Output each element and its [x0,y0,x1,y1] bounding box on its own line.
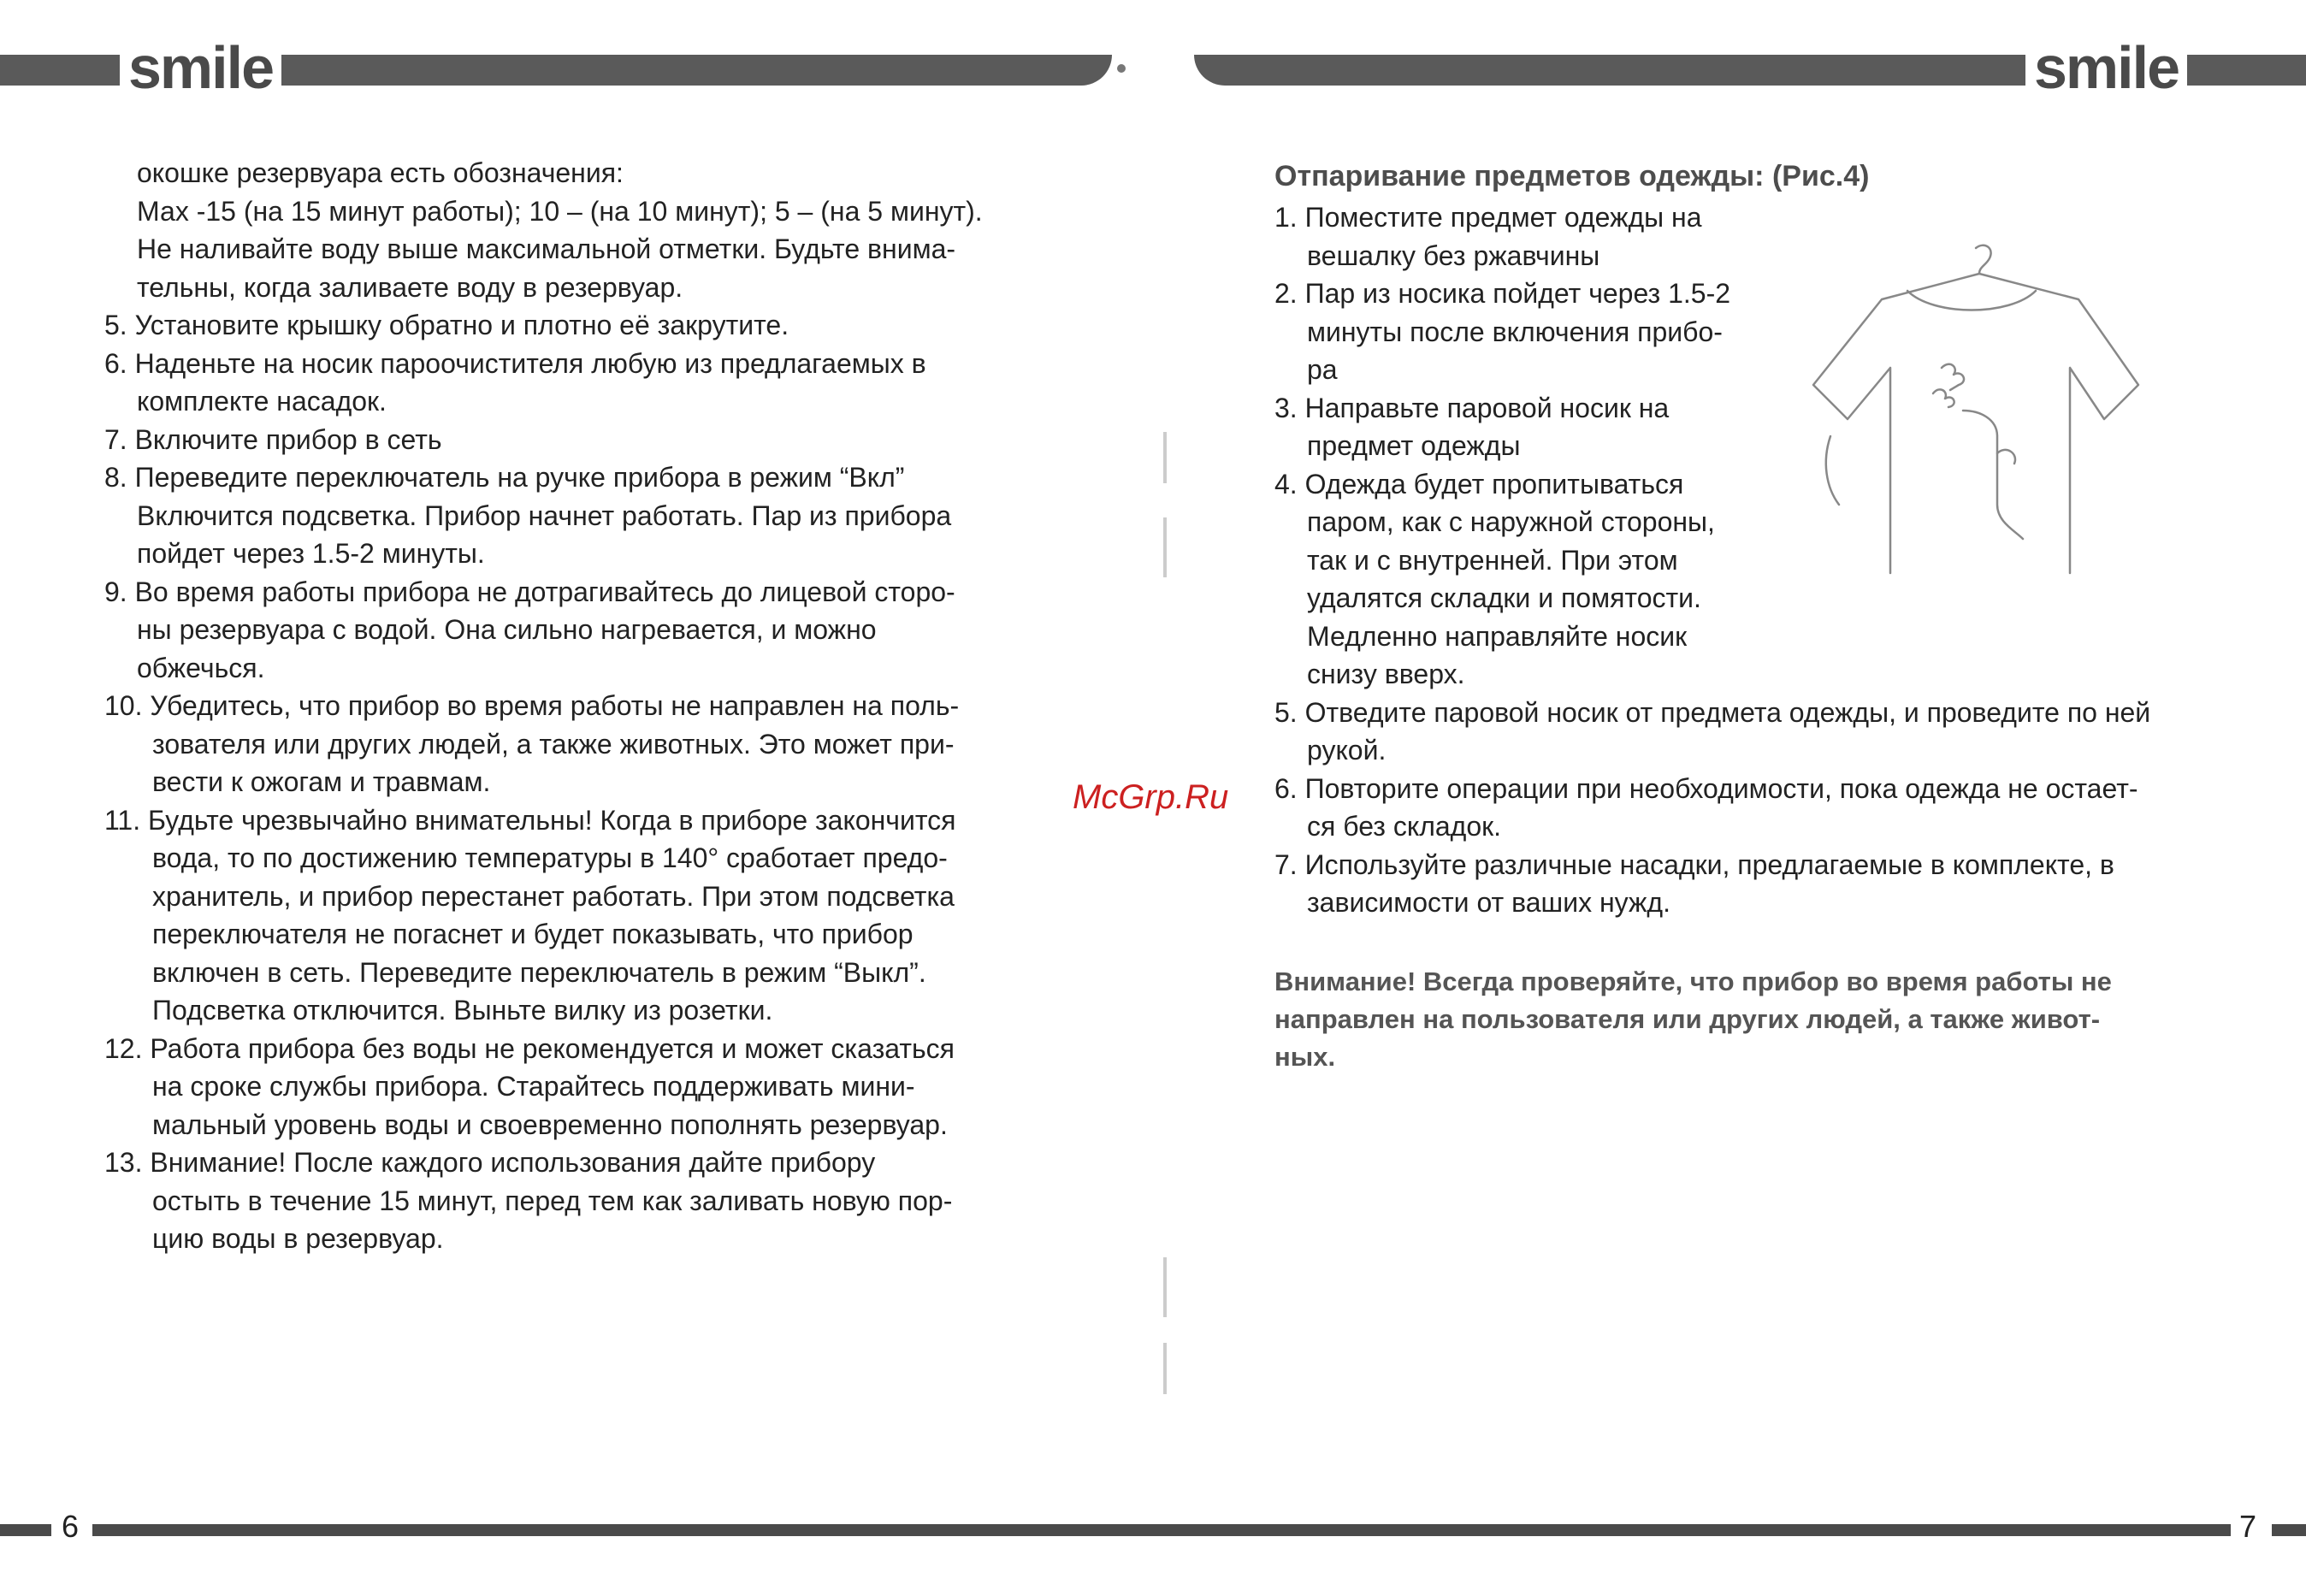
text-line: обжечься. [137,652,265,683]
shirt-on-hanger-icon [1796,239,2198,582]
text-line: пойдет через 1.5-2 минуты. [137,538,485,569]
text-line: на сроке службы прибора. Старайтесь поддерживать мини- [152,1071,915,1102]
brand-logo-right [2025,34,2187,101]
text-line: комплекте насадок. [137,386,387,417]
text-line: мальный уровень воды и своевременно пополнять резервуар. [152,1108,948,1140]
text-line: переключателя не погаснет и будет показывать, что прибор [152,919,914,949]
logo-text: smile [128,34,273,101]
text-line: тельны, когда заливаете воду в резервуар. [137,271,683,303]
text-line: удалятся складки и помятости. [1307,582,1701,613]
text-line: Включится подсветка. Прибор начнет работать. Пар из прибора [137,499,952,531]
text-line: зователя или других людей, а также животных. Это может при- [152,728,955,760]
text-line: вода, то по достижению температуры в 140° сработает предо- [152,842,948,873]
list-item: 8. Переведите переключатель на ручке прибора в режим “Вкл” [104,462,905,493]
page-number-right: 7 [2239,1509,2257,1544]
list-item: 6. Наденьте на носик пароочистителя любую из предлагаемых в [104,347,926,379]
list-item: 10. Убедитесь, что прибор во время работы не направлен на поль- [104,690,960,721]
list-item: 6. Повторите операции при необходимости, пока одежда не остает- [1274,772,2138,804]
fold-mark [1163,432,1167,483]
text-line: так и с внутренней. При этом [1307,544,1678,576]
footer-bar-stub-right [2272,1524,2306,1536]
text-line: хранитель, и прибор перестанет работать. При этом подсветка [152,880,955,912]
text-line: минуты после включения прибо- [1307,316,1723,347]
footer-bar-right [1194,1524,2231,1536]
text-line: паром, как с наружной стороны, [1307,506,1715,537]
spine-dot [1117,64,1126,73]
list-item: 5. Установите крышку обратно и плотно её закрутите. [104,310,789,340]
list-item: 12. Работа прибора без воды не рекомендуется и может сказаться [104,1032,955,1064]
text-line: цию воды в резервуар. [152,1223,444,1254]
text-line: Не наливайте воду выше максимальной отметки. Будьте внима- [137,233,956,264]
text-line: Подсветка отключится. Выньте вилку из розетки. [152,995,773,1026]
text-line: ра [1307,354,1338,385]
watermark: McGrp.Ru [1073,778,1229,816]
brand-logo-left [120,34,281,101]
text-line: остыть в течение 15 минут, перед тем как заливать новую пор- [152,1185,953,1216]
list-item: 9. Во время работы прибора не дотрагивайтесь до лицевой сторо- [104,576,955,607]
fold-mark [1163,517,1167,577]
text-line: окошке резервуара есть обозначения: [137,157,624,188]
footer-bar-left [92,1524,1197,1536]
text-line: снизу вверх. [1307,659,1465,689]
text-line: зависимости от ваших нужд. [1307,887,1670,918]
text-line: Медленно направляйте носик [1307,620,1688,652]
left-page-text [104,154,1045,1258]
text-line: ны резервуара с водой. Она сильно нагревается, и можно [137,614,877,645]
text-line: включен в сеть. Переведите переключатель в режим “Выкл”. [152,956,926,988]
list-item: 5. Отведите паровой носик от предмета одежды, и проведите по ней [1274,696,2151,728]
text-line: Мах -15 (на 15 минут работы); 10 – (на 10 минут); 5 – (на 5 минут). [137,195,983,227]
list-item: 4. Одежда будет пропитываться [1274,468,1684,499]
page-number-left: 6 [62,1509,80,1544]
text-line: предмет одежды [1307,430,1521,461]
logo-text: smile [2034,34,2179,101]
warning-line: направлен на пользователя или других людей, а также живот- [1274,1003,2101,1034]
warning-block [1274,963,2224,1076]
list-item: 1. Поместите предмет одежды на [1274,202,1702,233]
text-line: рукой. [1307,735,1387,765]
footer-bar-stub-left [0,1524,51,1536]
fold-mark [1163,1343,1167,1394]
list-item: 13. Внимание! После каждого использования дайте прибору [104,1147,876,1178]
fold-mark [1163,1257,1167,1317]
text-line: вести к ожогам и травмам. [152,766,491,797]
section-heading: Отпаривание предметов одежды: (Рис.4) [1274,160,1870,192]
warning-line: Внимание! Всегда проверяйте, что прибор во время работы не [1274,966,2112,996]
list-item: 3. Направьте паровой носик на [1274,392,1670,423]
list-item: 11. Будьте чрезвычайно внимательны! Когда в приборе закончится [104,804,956,836]
text-line: вешалку без ржавчины [1307,239,1600,271]
text-line: ся без складок. [1307,811,1502,842]
list-item: 7. Включите прибор в сеть [104,423,442,455]
list-item: 7. Используйте различные насадки, предлагаемые в комплекте, в [1274,848,2114,880]
warning-line: ных. [1274,1041,1336,1072]
list-item: 2. Пар из носика пойдет через 1.5-2 [1274,278,1731,309]
